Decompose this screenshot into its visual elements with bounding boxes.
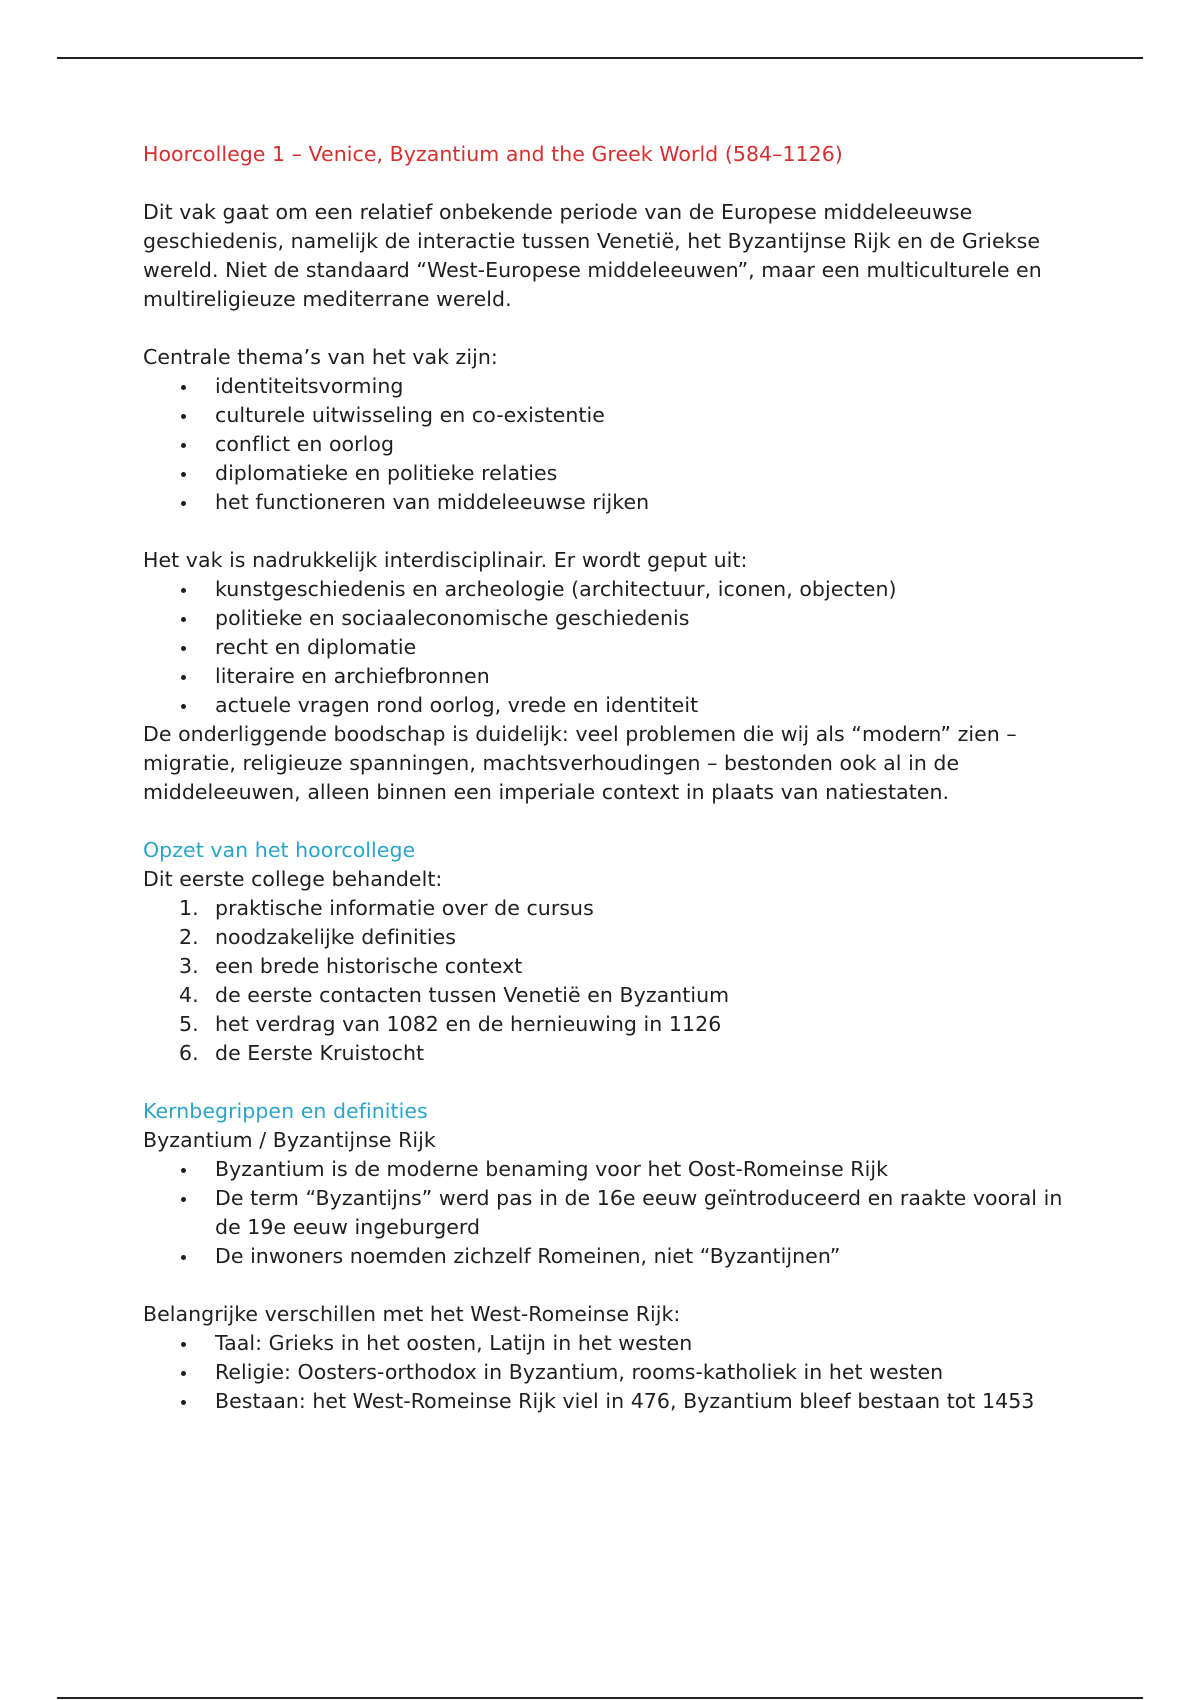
concepts-list bbox=[143, 1155, 1068, 1271]
list-item bbox=[143, 1184, 1068, 1242]
list-item bbox=[143, 575, 1068, 604]
list-item-text: recht en diplomatie bbox=[215, 635, 417, 659]
list-item bbox=[143, 430, 1068, 459]
list-item bbox=[143, 1358, 1068, 1387]
list-item bbox=[143, 1387, 1068, 1416]
list-number: 5. bbox=[179, 1012, 199, 1036]
list-item-text: kunstgeschiedenis en archeologie (architectuur, iconen, objecten) bbox=[215, 577, 897, 601]
list-item-text: het verdrag van 1082 en de hernieuwing in 1126 bbox=[215, 1012, 722, 1036]
differences-lead: Belangrijke verschillen met het West-Romeinse Rijk: bbox=[143, 1302, 681, 1326]
list-item bbox=[143, 401, 1068, 430]
list-item-text: Bestaan: het West-Romeinse Rijk viel in 476, Byzantium bleef bestaan tot 1453 bbox=[215, 1389, 1035, 1413]
list-item bbox=[143, 981, 1068, 1010]
list-item-text: het functioneren van middeleeuwse rijken bbox=[215, 490, 650, 514]
concepts-heading: Kernbegrippen en definities bbox=[143, 1099, 428, 1123]
list-item bbox=[143, 1155, 1068, 1184]
list-item-text: een brede historische context bbox=[215, 954, 523, 978]
lecture-title: Hoorcollege 1 – Venice, Byzantium and the Greek World (584–1126) bbox=[143, 142, 843, 166]
list-item bbox=[143, 691, 1068, 720]
setup-lead: Dit eerste college behandelt: bbox=[143, 867, 443, 891]
footer-rule bbox=[57, 1697, 1143, 1699]
document-body bbox=[143, 140, 1068, 1416]
list-item-text: noodzakelijke definities bbox=[215, 925, 456, 949]
list-number: 4. bbox=[179, 983, 199, 1007]
list-item-text: praktische informatie over de cursus bbox=[215, 896, 594, 920]
list-number: 1. bbox=[179, 896, 199, 920]
list-item bbox=[143, 604, 1068, 633]
list-item bbox=[143, 633, 1068, 662]
list-item bbox=[143, 372, 1068, 401]
list-item bbox=[143, 662, 1068, 691]
list-item-text: Byzantium is de moderne benaming voor het Oost-Romeinse Rijk bbox=[215, 1157, 889, 1181]
interdisciplinary-lead: Het vak is nadrukkelijk interdisciplinair. Er wordt geput uit: bbox=[143, 548, 748, 572]
message-paragraph: De onderliggende boodschap is duidelijk: veel problemen die wij als “modern” zien – migratie, religieuze spanningen, machtsverhoudingen – bestonden ook al in de middeleeuwen, alleen binnen een imperiale context in plaats van natiestaten. bbox=[143, 722, 1017, 804]
list-item bbox=[143, 1242, 1068, 1271]
header-rule bbox=[57, 57, 1143, 59]
list-item-text: De term “Byzantijns” werd pas in de 16e eeuw geïntroduceerd en raakte vooral in de 19e eeuw ingeburgerd bbox=[215, 1186, 1063, 1239]
list-item bbox=[143, 488, 1068, 517]
list-item-text: diplomatieke en politieke relaties bbox=[215, 461, 558, 485]
list-item-text: actuele vragen rond oorlog, vrede en identiteit bbox=[215, 693, 699, 717]
list-item-text: Religie: Oosters-orthodox in Byzantium, rooms-katholiek in het westen bbox=[215, 1360, 944, 1384]
themes-lead: Centrale thema’s van het vak zijn: bbox=[143, 345, 498, 369]
list-number: 2. bbox=[179, 925, 199, 949]
setup-list bbox=[143, 894, 1068, 1068]
list-item bbox=[143, 1329, 1068, 1358]
list-item-text: De inwoners noemden zichzelf Romeinen, niet “Byzantijnen” bbox=[215, 1244, 841, 1268]
list-item bbox=[143, 1010, 1068, 1039]
list-number: 3. bbox=[179, 954, 199, 978]
list-item-text: identiteitsvorming bbox=[215, 374, 404, 398]
list-item bbox=[143, 952, 1068, 981]
list-item bbox=[143, 894, 1068, 923]
list-item-text: Taal: Grieks in het oosten, Latijn in het westen bbox=[215, 1331, 693, 1355]
setup-heading: Opzet van het hoorcollege bbox=[143, 838, 416, 862]
themes-list bbox=[143, 372, 1068, 517]
list-number: 6. bbox=[179, 1041, 199, 1065]
list-item bbox=[143, 459, 1068, 488]
list-item bbox=[143, 1039, 1068, 1068]
list-item-text: politieke en sociaaleconomische geschiedenis bbox=[215, 606, 690, 630]
list-item-text: culturele uitwisseling en co-existentie bbox=[215, 403, 605, 427]
concepts-subheading: Byzantium / Byzantijnse Rijk bbox=[143, 1128, 436, 1152]
intro-paragraph: Dit vak gaat om een relatief onbekende periode van de Europese middeleeuwse geschiedenis, namelijk de interactie tussen Venetië, het Byzantijnse Rijk en de Griekse wereld. Niet de standaard “West-Europese middeleeuwen”, maar een multiculturele en multireligieuze mediterrane wereld. bbox=[143, 200, 1042, 311]
list-item-text: de Eerste Kruistocht bbox=[215, 1041, 425, 1065]
list-item-text: literaire en archiefbronnen bbox=[215, 664, 490, 688]
list-item-text: conflict en oorlog bbox=[215, 432, 395, 456]
list-item-text: de eerste contacten tussen Venetië en Byzantium bbox=[215, 983, 730, 1007]
interdisciplinary-list bbox=[143, 575, 1068, 720]
list-item bbox=[143, 923, 1068, 952]
differences-list bbox=[143, 1329, 1068, 1416]
